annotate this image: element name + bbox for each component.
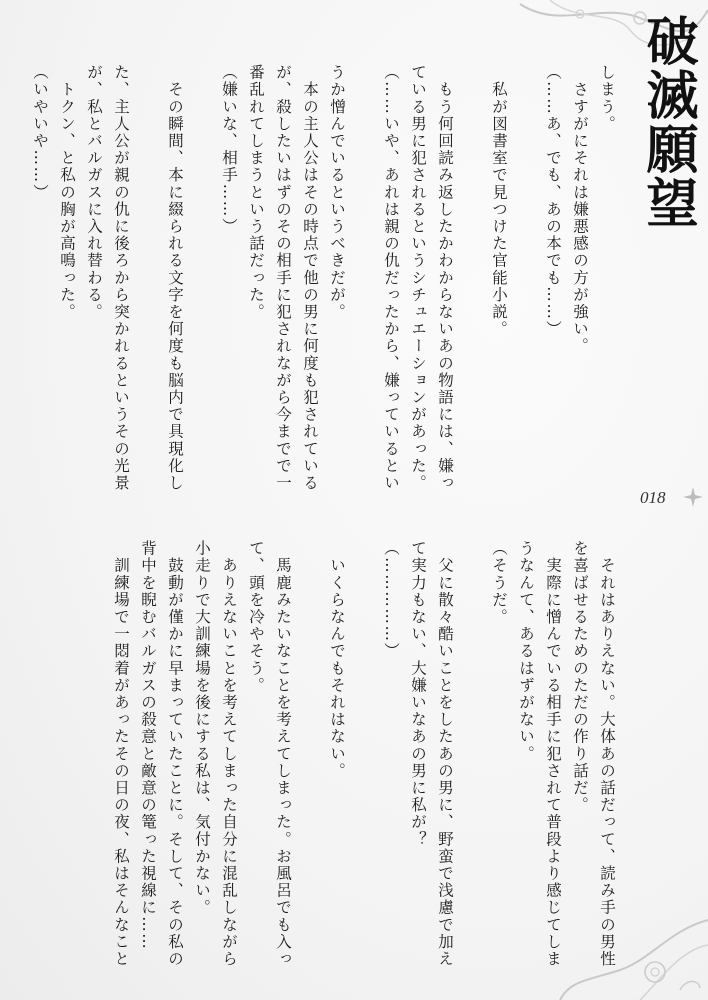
text-line: 番乱れてしまうという話だった。 bbox=[247, 64, 265, 321]
text-line: （……あ、でも、あの本でも……） bbox=[544, 64, 562, 338]
text-line: トクン、と私の胸が高鳴った。 bbox=[58, 64, 76, 321]
text-line: いくらなんでもそれはない。 bbox=[328, 540, 346, 780]
text-line: しまう。 bbox=[598, 64, 616, 133]
text-line: （いやいや……） bbox=[31, 64, 49, 201]
text-line: ありえないことを考えてしまった自分に混乱しながら bbox=[220, 540, 238, 968]
text-line: を喜ばせるためのただの作り話だ。 bbox=[571, 540, 589, 814]
text-line: 鼓動が僅かに早まっていたことに。そして、その私の bbox=[166, 540, 184, 968]
page-number: 018 bbox=[640, 488, 666, 507]
text-line: て、頭を冷やそう。 bbox=[247, 540, 265, 694]
text-line: が、私とバルガスに入れ替わる。 bbox=[85, 64, 103, 321]
text-line: 馬鹿みたいなことを考えてしまった。お風呂でも入っ bbox=[274, 540, 292, 968]
text-line: もう何回読み返したかわからないあの物語には、嫌っ bbox=[436, 64, 454, 492]
text-line: その瞬間、本に綴られる文字を何度も脳内で具現化し bbox=[166, 64, 184, 492]
text-line: （……いや、あれは親の仇だったから、嫌っているとい bbox=[382, 64, 400, 492]
text-line: （嫌いな、相手……） bbox=[220, 64, 238, 235]
text-line: が、殺したいはずのその相手に犯されながら今までで一 bbox=[274, 64, 292, 492]
text-line: 実際に憎んでいる相手に犯されて普段より感じてしま bbox=[544, 540, 562, 968]
text-line: 小走りで大訓練場を後にする私は、気付かない。 bbox=[193, 540, 211, 917]
text-line: うか憎んでいるというべきだが。 bbox=[328, 64, 346, 321]
lower-text-block bbox=[80, 540, 620, 968]
text-line: （……………） bbox=[382, 540, 400, 660]
text-line: 私が図書室で見つけた官能小説。 bbox=[490, 64, 508, 338]
text-line: うなんて、あるはずがない。 bbox=[517, 540, 535, 763]
text-line: ている男に犯されるというシチュエーションがあった。 bbox=[409, 64, 427, 492]
text-line: 本の主人公はその時点で他の男に何度も犯されている bbox=[301, 64, 319, 492]
chapter-title: 破滅願望 bbox=[637, 14, 698, 230]
text-line: た、主人公が親の仇に後ろから突かれるというその光景 bbox=[112, 64, 130, 492]
text-line: 背中を睨むバルガスの殺意と敵意の篭った視線に…… bbox=[139, 540, 157, 951]
text-line: それはありえない。大体あの話だって、読み手の男性 bbox=[598, 540, 616, 968]
text-line: て実力もない、大嫌いなあの男に私が？ bbox=[409, 540, 427, 848]
text-line: 訓練場で一悶着があったその日の夜、私はそんなこと bbox=[112, 540, 130, 968]
text-line: 父に散々酷いことをしたあの男に、野蛮で浅慮で加え bbox=[436, 540, 454, 968]
text-line: （そうだ。 bbox=[490, 540, 508, 626]
upper-text-block bbox=[31, 64, 620, 492]
text-line: さすがにそれは嫌悪感の方が強い。 bbox=[571, 64, 589, 355]
star-ornament bbox=[682, 486, 704, 508]
